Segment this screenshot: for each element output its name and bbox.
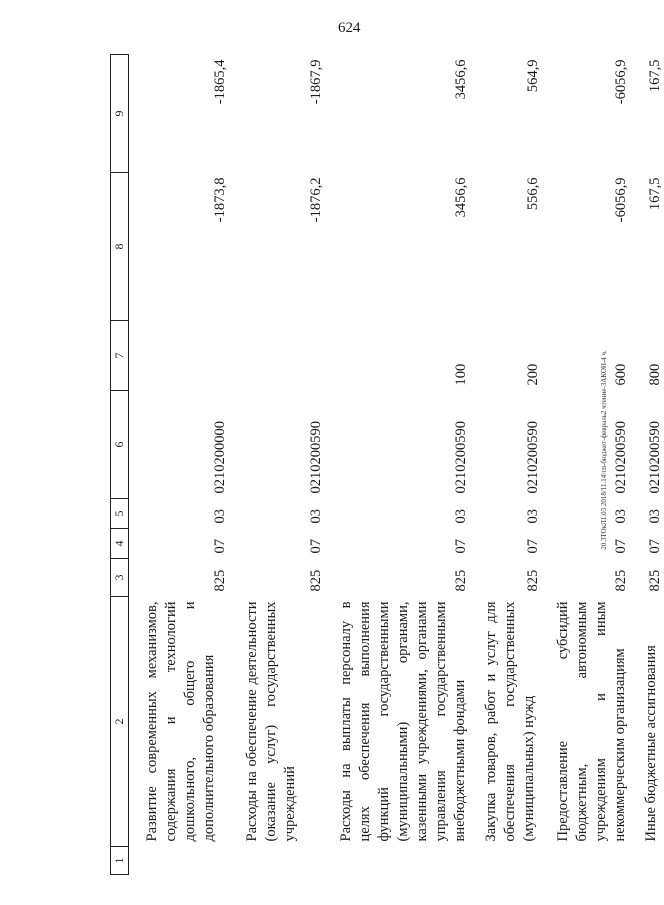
row-code-7: 600 <box>613 363 629 386</box>
row-code-3: 825 <box>212 569 228 592</box>
row-value-8: -6056,9 <box>613 177 629 223</box>
row-name: Развитие современных механизмов, содержания и технологий дошкольного, общего и дополнительного образования <box>144 601 217 842</box>
row-code-7 <box>141 321 229 391</box>
row-code-4: 07 <box>453 539 469 554</box>
header-col-5: 5 <box>111 499 129 529</box>
row-code-3: 825 <box>525 569 541 592</box>
row-code-4: 07 <box>613 539 629 554</box>
row-name: Предоставление субсидий бюджетным, автономным учреждениям и иным некоммерческим организациям <box>555 601 628 842</box>
header-col-1: 1 <box>111 847 129 875</box>
row-code-5: 03 <box>613 509 629 524</box>
row-code-3: 825 <box>308 569 324 592</box>
row-code-4: 07 <box>308 539 324 554</box>
row-code-4: 07 <box>647 539 663 554</box>
row-code-6: 0210200000 <box>212 421 228 494</box>
row-code-6: 0210200590 <box>647 421 663 494</box>
header-col-7: 7 <box>111 321 129 391</box>
row-name: Иные бюджетные ассигнования <box>643 645 659 842</box>
row-code-5: 03 <box>212 509 228 524</box>
row-value-8: 3456,6 <box>453 177 469 218</box>
row-code-7: 200 <box>525 363 541 386</box>
header-col-2: 2 <box>111 597 129 847</box>
row-code-5: 03 <box>308 509 324 524</box>
row-code-5: 03 <box>647 509 663 524</box>
row-code-3: 825 <box>453 569 469 592</box>
header-col-9: 9 <box>111 55 129 173</box>
table-row <box>630 55 664 875</box>
header-col-3: 3 <box>111 559 129 597</box>
row-value-9: -6056,9 <box>613 59 629 105</box>
row-code-7: 100 <box>453 363 469 386</box>
row-name: Расходы на обеспечение деятельности (оказание услуг) государственных учреждений <box>244 601 298 842</box>
header-col-6: 6 <box>111 391 129 499</box>
page-number: 624 <box>338 20 361 36</box>
row-code-6: 0210200590 <box>525 421 541 494</box>
row-value-9: -1867,9 <box>308 59 324 105</box>
row-value-9: -1865,4 <box>212 59 228 105</box>
table-row <box>542 55 630 875</box>
row-code-5: 03 <box>525 509 541 524</box>
row-value-8: -1876,2 <box>308 177 324 223</box>
header-col-4: 4 <box>111 529 129 559</box>
row-value-8: 556,6 <box>525 177 541 211</box>
row-code-4: 07 <box>525 539 541 554</box>
row-value-9: 3456,6 <box>453 59 469 100</box>
table-row <box>325 55 470 875</box>
row-code-6: 0210200590 <box>613 421 629 494</box>
header-col-8: 8 <box>111 173 129 321</box>
header-row <box>111 55 129 875</box>
row-code-7: 800 <box>647 363 663 386</box>
row-value-9: 167,5 <box>647 59 663 93</box>
table-row <box>470 55 542 875</box>
row-value-8: 167,5 <box>647 177 663 211</box>
row-name: Закупка товаров, работ и услуг для обеспечения государственных (муниципальных) нужд <box>483 601 537 842</box>
row-code-6: 0210200590 <box>308 421 324 494</box>
budget-table <box>110 54 664 875</box>
side-note: 20.3ТОкЛ1.03 2018/11.14\тп-бюджет-февраль2 чтение-ЗАКОН-4 ч. <box>600 350 608 550</box>
row-code-3: 825 <box>647 569 663 592</box>
row-code-3: 825 <box>613 569 629 592</box>
row-value-9: 564,9 <box>525 59 541 93</box>
row-code-7 <box>229 321 325 391</box>
row-value-8: -1873,8 <box>212 177 228 223</box>
row-code-5: 03 <box>453 509 469 524</box>
table-row <box>141 55 229 875</box>
row-code-6: 0210200590 <box>453 421 469 494</box>
table-row <box>229 55 325 875</box>
row-name: Расходы на выплаты персоналу в целях обеспечения выполнения функций государственными (муниципальными) органами, казенными учреждениями, органами управления государственными внебюджетными фондами <box>338 601 468 842</box>
row-code-4: 07 <box>212 539 228 554</box>
